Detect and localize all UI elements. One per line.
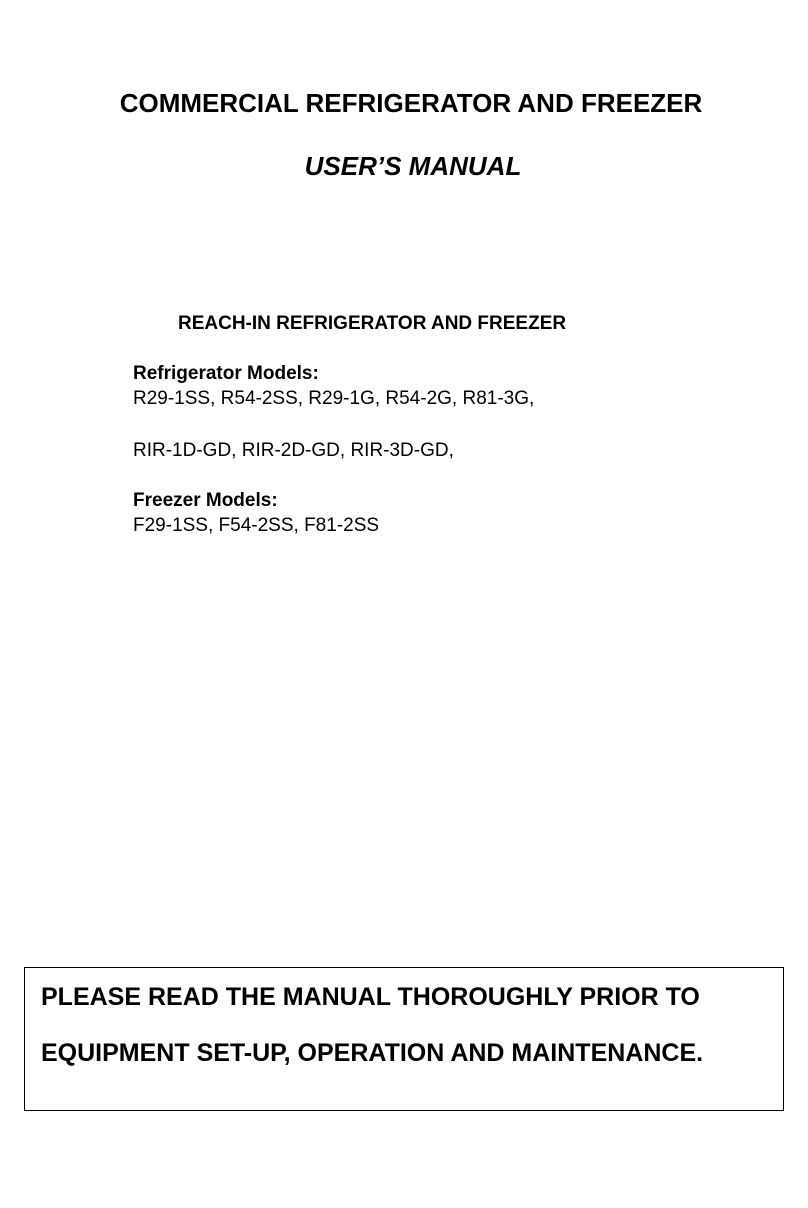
document-title: COMMERCIAL REFRIGERATOR AND FREEZER	[119, 88, 703, 118]
notice-line-1: PLEASE READ THE MANUAL THOROUGHLY PRIOR TO	[41, 983, 700, 1011]
refrigerator-models-label: Refrigerator Models:	[133, 363, 319, 384]
refrigerator-models-list-line-2: RIR-1D-GD, RIR-2D-GD, RIR-3D-GD,	[133, 440, 454, 461]
notice-line-2: EQUIPMENT SET-UP, OPERATION AND MAINTENANCE.	[41, 1039, 704, 1067]
notice-box	[24, 967, 784, 1111]
freezer-models-label: Freezer Models:	[133, 490, 278, 511]
freezer-models-list: F29-1SS, F54-2SS, F81-2SS	[133, 515, 380, 536]
refrigerator-models-list-line-1: R29-1SS, R54-2SS, R29-1G, R54-2G, R81-3G,	[133, 388, 535, 409]
section-heading: REACH-IN REFRIGERATOR AND FREEZER	[178, 313, 567, 334]
document-subtitle: USER’S MANUAL	[304, 151, 522, 181]
